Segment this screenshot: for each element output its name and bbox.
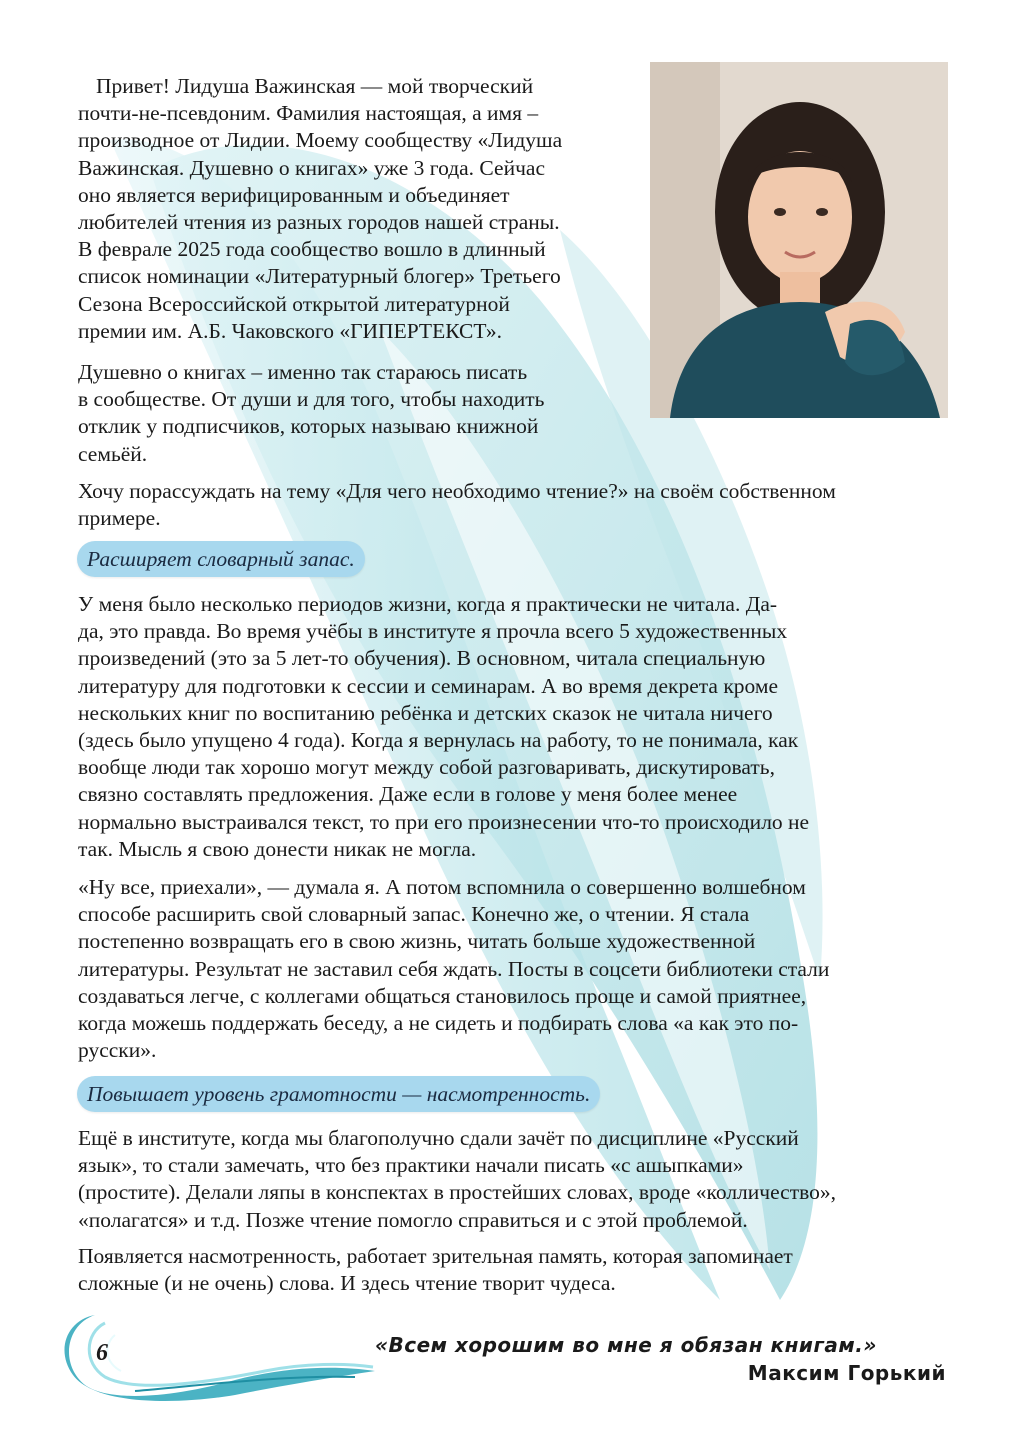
literacy-paragraph-1: Ещё в институте, когда мы благополучно сдали зачёт по дисциплине «Русский язык», то стали замечать, что без практики начали писать «с ашыпками» (простите). Делали ляпы в конспектах в простейших словах, вроде «колличество», «полагатся» и т.д. Позже чтение помогло справиться и с этой проблемой.: [78, 1126, 837, 1232]
portrait-image: [650, 62, 948, 418]
section-heading-literacy: Повышает уровень грамотности — насмотренность.: [77, 1076, 600, 1112]
vocabulary-paragraph-2: «Ну все, приехали», — думала я. А потом вспомнила о совершенно волшебном способе расширить свой словарный запас. Конечно же, о чтении. Я стала постепенно возвращать его в свою жизнь, читать больше художественной литературы. Результат не заставил себя ждать. Посты в соцсети библиотеки стали создаваться легче, с коллегами общаться становилось проще и самой приятнее, когда можешь поддержать беседу, а не сидеть и подбирать слова «а как это по- русски».: [78, 875, 830, 1063]
intro-paragraph: Привет! Лидуша Важинская — мой творческий почти-не-псевдоним. Фамилия настоящая, а имя – производное от Лидии. Моему сообществу «Лидуша Важинская. Душевно о книгах» уже 3 года. Сейчас оно является верифицированным и объединяет любителей чтения из разных городов нашей страны. В феврале 2025 года сообщество вошло в длинный список номинации «Литературный блогер» Третьего Сезона Всероссийской открытой литературной премии им. А.Б. Чаковского «ГИПЕРТЕКСТ».: [78, 74, 563, 343]
vocabulary-paragraph-1: У меня было несколько периодов жизни, когда я практически не читала. Да- да, это правда. Во время учёбы в институте я прочла всего 5 художественных произведений (это за 5 лет-то обучения). В основном, читала специальную литературу для подготовки к сессии и семинарам. А во время декрета кроме нескольких книг по воспитанию ребёнка и детских сказок не читала ничего (здесь было упущено 4 года). Когда я вернулась на работу, то не понимала, как вообще люди так хорошо могут между собой разговаривать, дискутировать, связно составлять предложения. Даже если в голове у меня более менее нормально выстраивался текст, то при его произнесении что-то происходило не так. Мысль я свою донести никак не могла.: [78, 592, 810, 861]
community-paragraph: Душевно о книгах – именно так стараюсь писать в сообществе. От души и для того, чтобы находить отклик у подписчиков, которых называю книжной семьёй.: [78, 360, 545, 466]
literacy-paragraph-2: Появляется насмотренность, работает зрительная память, которая запоминает сложные (и не очень) слова. И здесь чтение творит чудеса.: [78, 1244, 793, 1296]
page-number: 6: [96, 1340, 108, 1366]
quote-author: Максим Горький: [747, 1361, 946, 1385]
section-heading-vocabulary: Расширяет словарный запас.: [77, 541, 365, 577]
footer-quote: «Всем хорошим во мне я обязан книгам.»: [375, 1333, 877, 1357]
topic-paragraph: Хочу порассуждать на тему «Для чего необходимо чтение?» на своём собственном примере.: [78, 479, 836, 531]
author-photo: [650, 62, 948, 418]
